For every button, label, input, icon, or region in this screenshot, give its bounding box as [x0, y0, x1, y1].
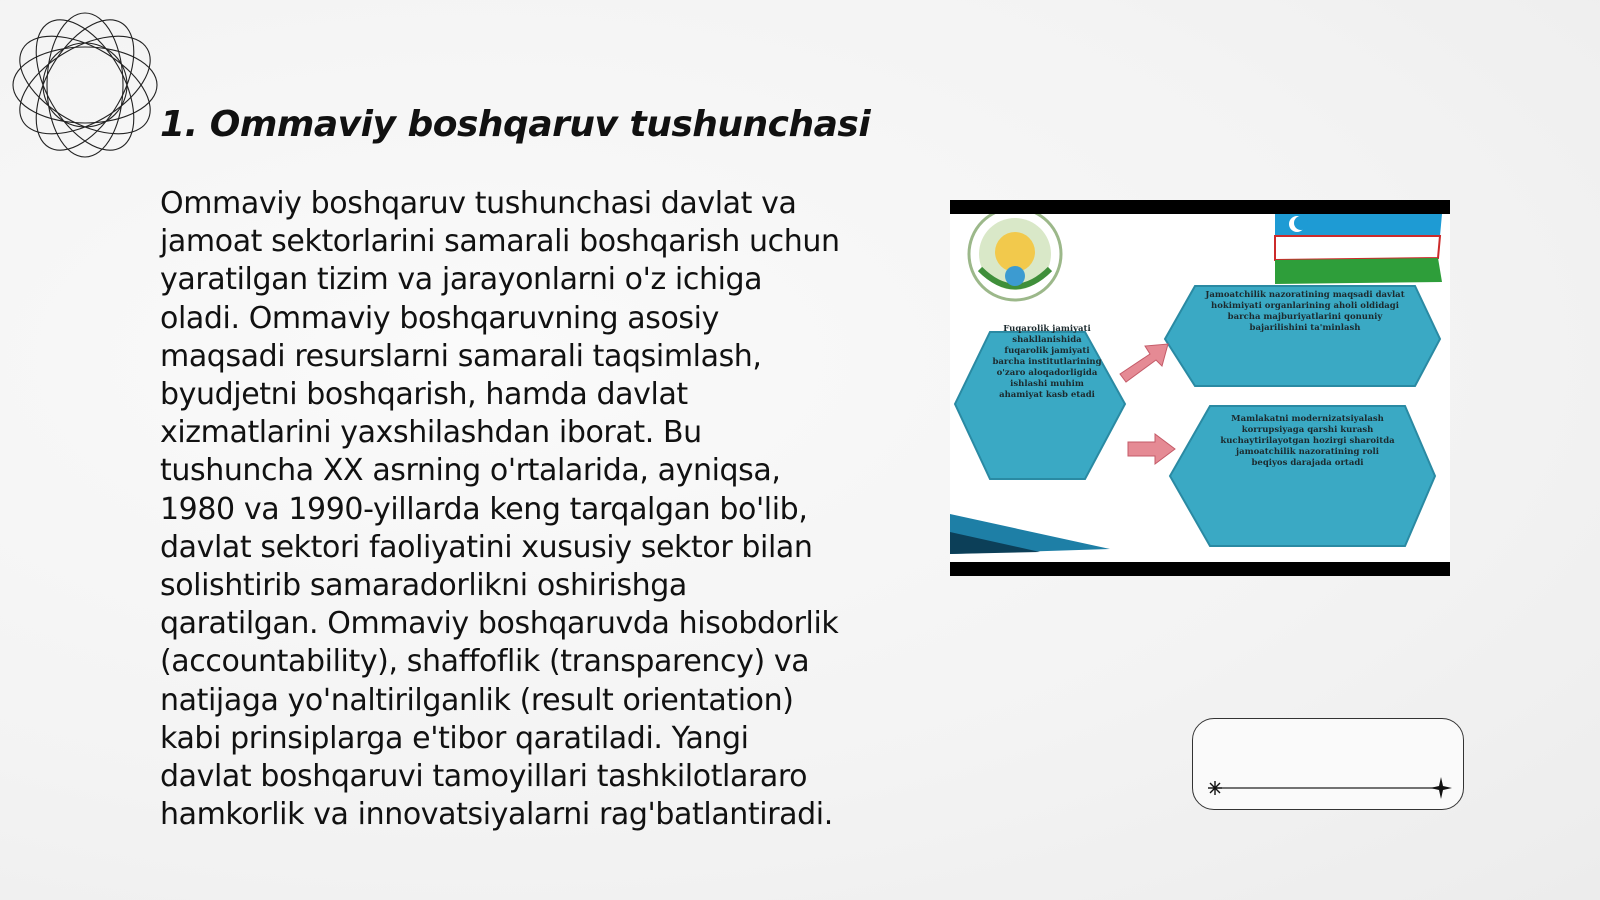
decorative-card: [1192, 718, 1464, 810]
sparkle-icon: [1208, 781, 1222, 795]
hex-bottom-right-text: Mamlakatni modernizatsiyalash korrupsiyaga qarshi kurash kuchaytirilayotgan hozirgi sharoitda jamoatchilik nazoratining roli beqiyos darajada ortadi: [1220, 414, 1395, 468]
hex-left-text: Fuqarolik jamiyati shakllanishida fuqarolik jamiyati barcha institutlarining o'zaro aloqadorligida ishlashi muhim ahamiyat kasb etadi: [992, 324, 1102, 400]
flag-icon: [1275, 214, 1442, 284]
plus-star-icon: [1430, 777, 1452, 799]
slide-title: 1. Ommaviy boshqaruv tushunchasi: [160, 104, 871, 145]
slide-paragraph: Ommaviy boshqaruv tushunchasi davlat va jamoat sektorlarini samarali boshqarish uchun yaratilgan tizim va jarayonlarni o'z ichiga oladi. Ommaviy boshqaruvning asosiy maqsadi resurslarni samarali taqsimlash, byudjetni boshqarish, hamda davlat xizmatlarini yaxshilashdan iborat. Bu tushuncha XX asrning o'rtalarida, ayniqsa, 1980 va 1990-yillarda keng tarqalgan bo'lib, davlat sektori faoliyatini xususiy sektor bilan solishtirib samaradorlikni oshirishga qaratilgan. Ommaviy boshqaruvda hisobdorlik (accountability), shaffoflik (transparency) va natijaga yo'naltirilganlik (result orientation) kabi prinsiplarga e'tibor qaratiladi. Yangi davlat boshqaruvi tamoyillari tashkilotlararo hamkorlik va innovatsiyalarni rag'batlantiradi.: [160, 186, 840, 833]
emblem-icon: [969, 214, 1061, 300]
hex-top-right-text: Jamoatchilik nazoratining maqsadi davlat hokimiyati organlarining aholi oldidagi barcha majburiyatlarini qonuniy bajarilishini ta'minlash: [1205, 290, 1405, 333]
decorative-circles-icon: [10, 10, 160, 160]
diagram-image: [950, 200, 1450, 576]
